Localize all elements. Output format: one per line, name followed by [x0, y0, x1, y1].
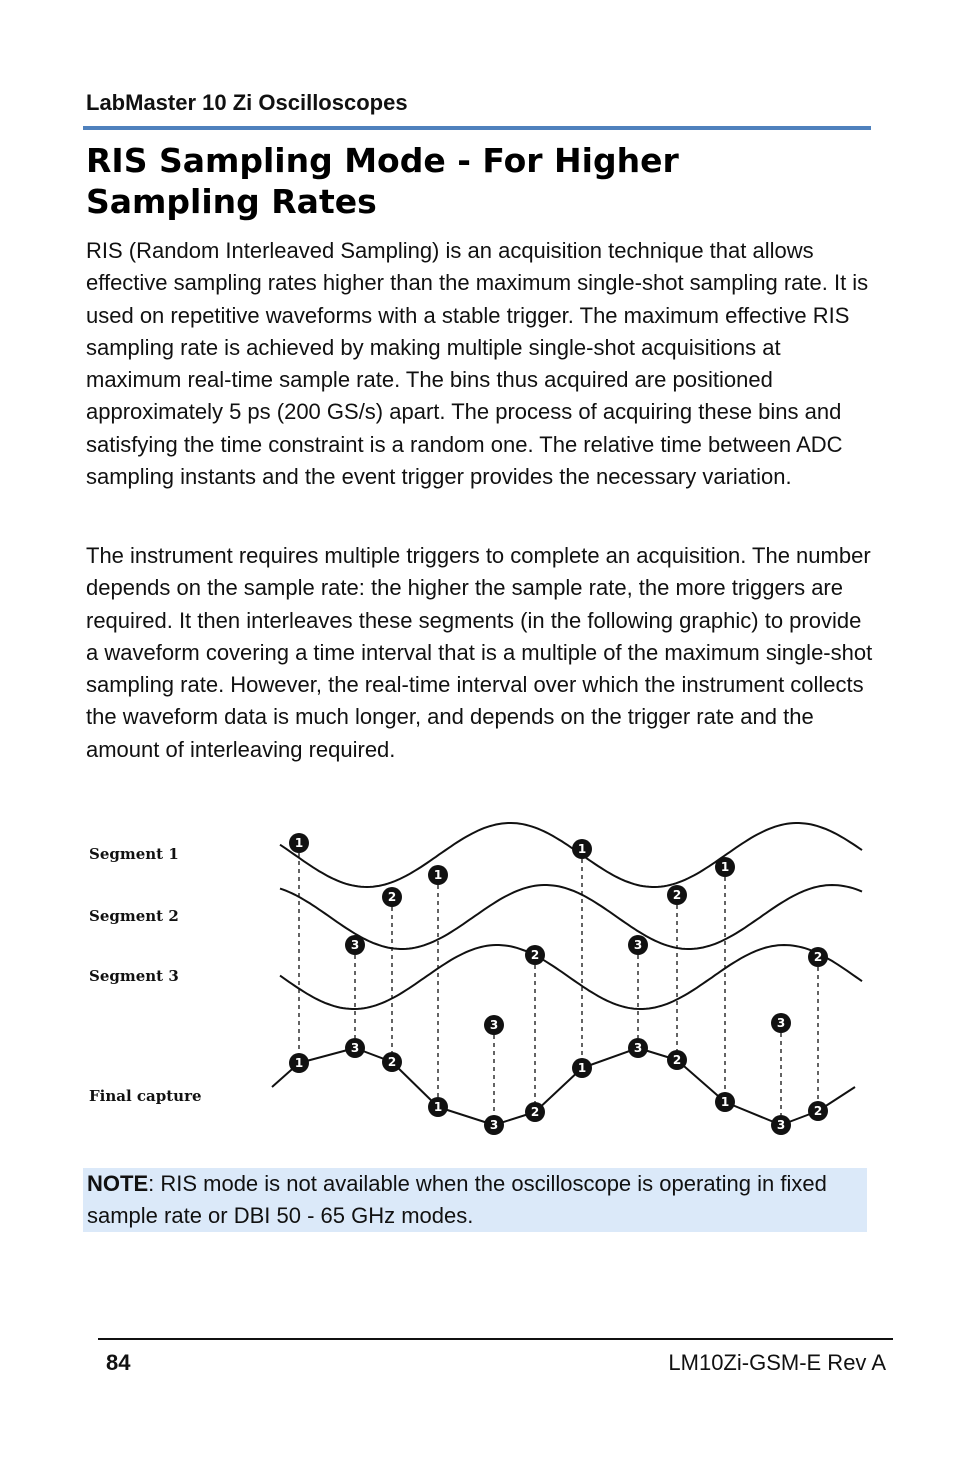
segment-sample-marker-1 — [289, 833, 309, 853]
final-sample-marker-2 — [428, 1097, 448, 1117]
segment-sample-marker-1-number: 1 — [294, 836, 304, 850]
final-sample-marker-7 — [667, 1050, 687, 1070]
final-sample-marker-3 — [572, 1058, 592, 1078]
segment-sample-marker-2 — [428, 865, 448, 885]
segment-sample-marker-3 — [572, 839, 592, 859]
final-sample-marker-3-number: 1 — [577, 1061, 587, 1075]
final-sample-marker-9-number: 3 — [350, 1041, 360, 1055]
final-sample-marker-5 — [382, 1052, 402, 1072]
segment-sample-marker-12 — [771, 1013, 791, 1033]
segment-sample-marker-5 — [382, 887, 402, 907]
segment-sample-marker-4 — [715, 857, 735, 877]
segment-sample-marker-10-number: 3 — [489, 1018, 499, 1032]
final-sample-marker-6-number: 2 — [530, 1105, 540, 1119]
final-sample-marker-11-number: 3 — [633, 1041, 643, 1055]
note-label: NOTE — [87, 1171, 149, 1196]
segment-sample-marker-7-number: 2 — [672, 888, 682, 902]
final-sample-marker-12 — [771, 1115, 791, 1135]
waveforms — [272, 823, 862, 1125]
segment-sample-marker-5-number: 2 — [387, 890, 397, 904]
final-sample-marker-10 — [484, 1115, 504, 1135]
segment-sample-marker-8-number: 2 — [813, 950, 823, 964]
page-title — [86, 140, 846, 222]
note-box — [83, 1168, 867, 1232]
segment-sample-marker-9 — [345, 935, 365, 955]
final-sample-marker-1-number: 1 — [294, 1056, 304, 1070]
final-sample-marker-12-number: 3 — [776, 1118, 786, 1132]
segment-2-wave — [280, 885, 862, 949]
sample-guide-lines — [299, 853, 818, 1115]
final-sample-marker-11 — [628, 1038, 648, 1058]
note-text: : RIS mode is not available when the oscilloscope is operating in fixed sample rate or DBI 50 - 65 GHz modes. — [87, 1171, 827, 1228]
segment-sample-marker-10 — [484, 1015, 504, 1035]
segment-sample-marker-9-number: 3 — [350, 938, 360, 952]
segment-sample-marker-7 — [667, 885, 687, 905]
segment-sample-marker-11-number: 3 — [633, 938, 643, 952]
page-number: 84 — [106, 1350, 131, 1375]
segment-sample-marker-11 — [628, 935, 648, 955]
segment-sample-marker-8 — [808, 947, 828, 967]
final-sample-marker-10-number: 3 — [489, 1118, 499, 1132]
final-sample-marker-5-number: 2 — [387, 1055, 397, 1069]
final-sample-marker-1 — [289, 1053, 309, 1073]
final-capture-label: Final capture — [89, 1087, 202, 1105]
segment-2-label: Segment 2 — [89, 907, 179, 925]
segment-1-label: Segment 1 — [89, 845, 179, 863]
running-header: LabMaster 10 Zi Oscilloscopes — [86, 90, 408, 115]
segment-1-wave — [280, 823, 862, 887]
segment-sample-marker-6-number: 2 — [530, 948, 540, 962]
segment-3-wave — [280, 945, 862, 1009]
header-rule — [83, 126, 871, 130]
final-sample-marker-4 — [715, 1092, 735, 1112]
final-capture-wave — [272, 1048, 855, 1125]
final-sample-marker-2-number: 1 — [433, 1100, 443, 1114]
document-id: LM10Zi-GSM-E Rev A — [668, 1350, 886, 1375]
segment-sample-marker-6 — [525, 945, 545, 965]
segment-sample-marker-12-number: 3 — [776, 1016, 786, 1030]
segment-sample-marker-4-number: 1 — [720, 860, 730, 874]
body-paragraph-1: RIS (Random Interleaved Sampling) is an acquisition technique that allows effective sampling rates higher than the maximum single-shot sampling rate. It is used on repetitive waveforms with a stable trigger. The maximum effective RIS sampling rate is achieved by making multiple single-shot acquisitions at maximum real-time sample rate. The bins thus acquired are positioned approximately 5 ps (200 GS/s) apart. The process of acquiring these bins and satisfying the time constraint is a random one. The relative time between ADC sampling instants and the event trigger provides the necessary variation. — [86, 238, 869, 490]
page-title-line-1: RIS Sampling Mode - For Higher — [86, 141, 679, 180]
segment-3-label: Segment 3 — [89, 967, 179, 985]
final-sample-marker-6 — [525, 1102, 545, 1122]
footer-rule — [98, 1338, 893, 1340]
final-sample-marker-8-number: 2 — [813, 1104, 823, 1118]
segment-sample-marker-3-number: 1 — [577, 842, 587, 856]
final-sample-marker-4-number: 1 — [720, 1095, 730, 1109]
final-sample-marker-7-number: 2 — [672, 1053, 682, 1067]
final-sample-marker-9 — [345, 1038, 365, 1058]
page-title-line-2: Sampling Rates — [86, 182, 377, 221]
final-sample-marker-8 — [808, 1101, 828, 1121]
ris-interleaving-figure — [80, 815, 880, 1145]
body-paragraph-2: The instrument requires multiple triggers to complete an acquisition. The number depends on the sample rate: the higher the sample rate, the more triggers are required. It then interleaves these segments (in the following graphic) to provide a waveform covering a time interval that is a multiple of the maximum single-shot sampling rate. However, the real-time interval over which the instrument collects the waveform data is much longer, and depends on the trigger rate and the amount of interleaving required. — [86, 543, 873, 762]
segment-sample-marker-2-number: 1 — [433, 868, 443, 882]
